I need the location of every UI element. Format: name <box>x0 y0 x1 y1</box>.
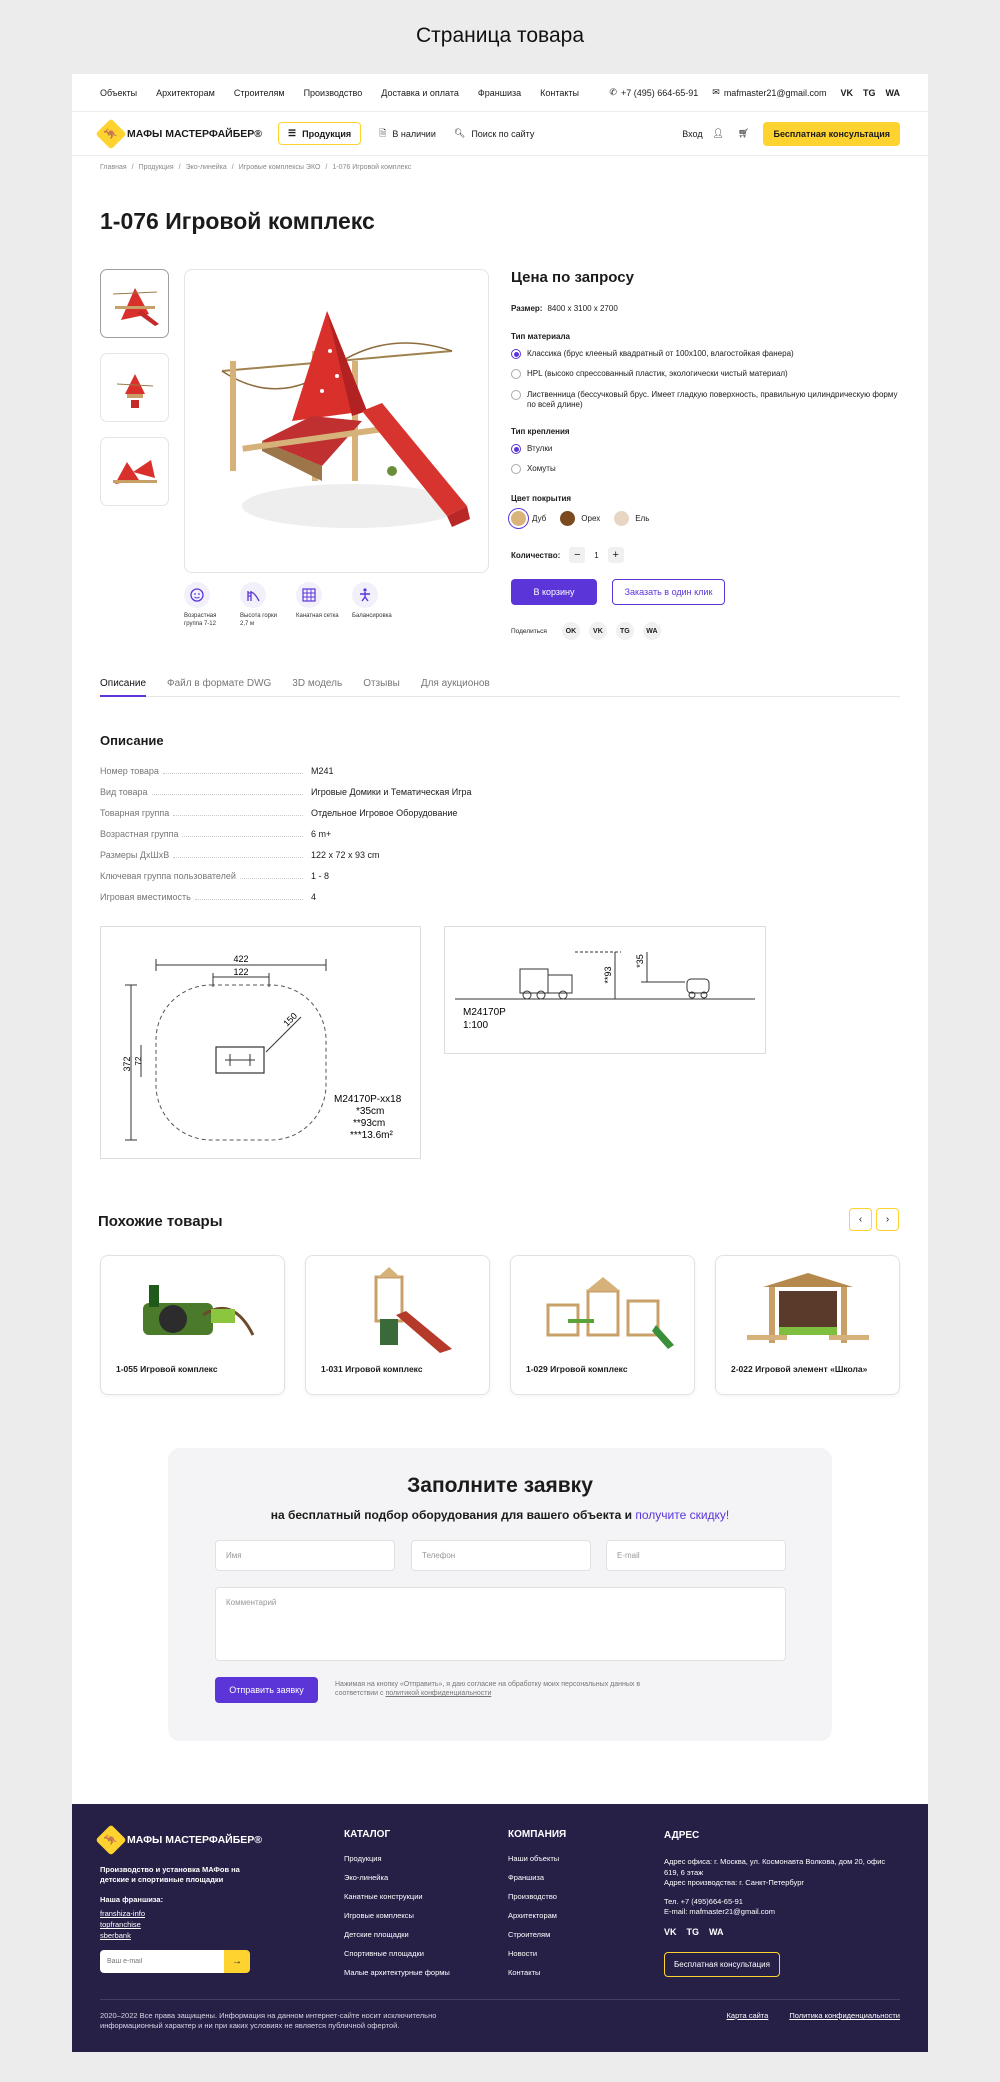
radio-selected[interactable] <box>511 349 521 359</box>
tab-3d-model[interactable]: 3D модель <box>292 678 343 689</box>
footer <box>72 1804 928 2052</box>
elevation-h1: **93 <box>603 966 613 984</box>
product-price: Цена по запросу <box>511 269 634 286</box>
feature-age <box>184 582 228 628</box>
material-group <box>511 332 901 421</box>
top-nav-builders[interactable]: Строителям <box>233 87 285 98</box>
tab-auctions[interactable]: Для аукционов <box>420 678 490 689</box>
material-label: Тип материала <box>511 332 570 341</box>
color-swatches <box>511 511 649 526</box>
copyright: 2020–2022 Все права защищены. Информация на данном интернет-сайте носит исключительно информационный характер и ни при каких условиях не является публичной офертой. <box>100 2011 437 2031</box>
dim-radius: 150 <box>281 1010 300 1029</box>
form-title: Заполните заявку <box>407 1474 593 1497</box>
spec-value: 6 m+ <box>311 828 332 839</box>
feature-slide-text: Высота горки 2,7 м <box>240 613 277 627</box>
vk-icon[interactable]: VK <box>664 1926 677 1937</box>
playground-complex-image <box>202 291 472 551</box>
catalog-link[interactable]: Игровые комплексы <box>344 1911 414 1920</box>
logo[interactable] <box>100 123 262 145</box>
material-option-classic[interactable] <box>511 349 901 359</box>
user-icon: 👤︎ <box>712 128 725 138</box>
whatsapp-icon[interactable]: WA <box>709 1926 724 1937</box>
drawing-line3: ***13.6m² <box>350 1130 393 1141</box>
crumb-eco-complexes[interactable]: Игровые комплексы ЭКО <box>238 164 321 171</box>
vk-icon[interactable]: VK <box>589 622 607 640</box>
product-main-image <box>184 269 489 573</box>
menu-icon: ☰ <box>288 128 297 138</box>
top-nav-objects[interactable]: Объекты <box>100 87 138 98</box>
free-consultation-button[interactable]: Бесплатная консультация <box>763 122 900 146</box>
color-label: Цвет покрытия <box>511 494 572 503</box>
color-group <box>511 494 649 526</box>
radio[interactable] <box>511 390 521 400</box>
child-face-icon <box>184 582 210 608</box>
office-address: Адрес офиса: г. Москва, ул. Космонавта Волкова, дом 20, офис 619, 6 этаж <box>664 1857 886 1877</box>
feature-balance-text: Балансировка <box>352 613 392 619</box>
material-hpl-text: HPL (высоко спрессованный пластик, экологически чистый материал) <box>527 369 788 379</box>
tab-dwg[interactable]: Файл в формате DWG <box>167 678 272 689</box>
dim-inner: 122 <box>233 967 249 977</box>
similar-product-card[interactable] <box>510 1255 695 1395</box>
telegram-icon[interactable]: TG <box>686 1926 700 1937</box>
company-link[interactable]: Производство <box>508 1892 557 1901</box>
balance-icon <box>352 582 378 608</box>
quantity-plus-button[interactable]: + <box>608 547 624 563</box>
mount-group <box>511 427 901 485</box>
elevation-scale: 1:100 <box>463 1020 489 1031</box>
share-block <box>511 622 661 640</box>
size-value: 8400 x 3100 x 2700 <box>547 304 618 313</box>
cart-icon[interactable]: 🛒︎ <box>738 128 750 138</box>
carousel-prev-button[interactable]: ‹ <box>849 1208 872 1231</box>
product-title: 1-076 Игровой комплекс <box>100 208 375 234</box>
spec-key: Игровая вместимость <box>100 891 191 902</box>
feature-slide <box>240 582 284 628</box>
elevation-code: M24170P <box>463 1007 506 1018</box>
color-swatch <box>560 511 575 526</box>
color-walnut-label: Орех <box>581 514 601 523</box>
search-label: Поиск по сайту <box>471 128 535 139</box>
main-header <box>72 112 928 156</box>
company-link[interactable]: Франшиза <box>508 1873 545 1882</box>
footer-company <box>508 1829 566 1987</box>
footer-socials <box>664 1926 889 1939</box>
name-input[interactable] <box>215 1540 395 1571</box>
spec-key: Товарная группа <box>100 807 170 818</box>
mount-label: Тип крепления <box>511 427 570 436</box>
add-to-cart-button[interactable]: В корзину <box>511 579 597 605</box>
product-card-image <box>716 1256 899 1364</box>
footer-consultation-button[interactable]: Бесплатная консультация <box>664 1952 780 1977</box>
color-swatch <box>511 511 526 526</box>
products-menu-button[interactable] <box>278 122 361 145</box>
carousel-controls <box>849 1208 899 1231</box>
similar-product-card[interactable] <box>100 1255 285 1395</box>
spec-row <box>100 760 500 781</box>
drawing-line1: *35cm <box>356 1106 385 1117</box>
footer-catalog <box>344 1829 450 1987</box>
mount-bushings-text: Втулки <box>527 444 553 453</box>
material-option-hpl[interactable] <box>511 369 901 379</box>
description-title: Описание <box>100 733 164 748</box>
product-thumbnail-1[interactable] <box>100 269 169 338</box>
elevation-h2: *35 <box>635 954 645 968</box>
privacy-policy-link[interactable]: политикой конфиденциальности <box>385 1690 492 1698</box>
in-stock-label: В наличии <box>392 128 436 139</box>
one-click-order-button[interactable]: Заказать в один клик <box>612 579 725 605</box>
spec-key: Номер товара <box>100 765 159 776</box>
production-address: Адрес производства: г. Санкт-Петербург <box>664 1878 805 1887</box>
dim-left: 372 <box>122 1056 132 1072</box>
breadcrumb <box>100 164 411 171</box>
drawing-line2: **93cm <box>353 1118 386 1129</box>
products-menu-label: Продукция <box>302 128 352 139</box>
spec-value: Игровые Домики и Тематическая Игра <box>311 786 472 797</box>
franchise-link-3[interactable]: sberbank <box>100 1931 131 1940</box>
top-phone: +7 (495) 664-65-91 <box>620 87 699 98</box>
crumb-separator: / <box>131 164 134 171</box>
top-nav-delivery[interactable]: Доставка и оплата <box>381 87 459 98</box>
vk-icon[interactable]: VK <box>840 87 853 98</box>
elevation-drawing <box>444 926 766 1054</box>
radio[interactable] <box>511 464 521 474</box>
product-features <box>184 582 396 628</box>
spec-value: 122 x 72 x 93 cm <box>311 849 380 860</box>
product-card-name: 1-031 Игровой комплекс <box>321 1364 423 1374</box>
product-page <box>72 74 928 2052</box>
top-nav-architects[interactable]: Архитекторам <box>156 87 215 98</box>
crumb-products[interactable]: Продукция <box>138 164 174 171</box>
footer-email[interactable]: E-mail: mafmaster21@gmail.com <box>664 1907 775 1916</box>
playground-thumb-image <box>107 448 163 496</box>
color-swatch <box>614 511 629 526</box>
mount-option-bushings[interactable] <box>511 444 901 454</box>
spec-key: Вид товара <box>100 786 148 797</box>
top-email: mafmaster21@gmail.com <box>723 87 827 98</box>
company-title: КОМПАНИЯ <box>508 1829 567 1840</box>
footer-logo-text: МАФЫ МАСТЕРФАЙБЕР® <box>127 1834 263 1846</box>
color-oak[interactable] <box>511 511 546 526</box>
top-contacts <box>609 87 900 98</box>
spec-row <box>100 844 500 865</box>
product-size <box>511 304 618 313</box>
quantity-stepper <box>511 547 624 563</box>
subscribe-email-input[interactable] <box>100 1950 224 1973</box>
footer-divider <box>100 1999 900 2000</box>
spec-key: Размеры ДхШхВ <box>100 849 170 860</box>
catalog-title: КАТАЛОГ <box>344 1829 391 1840</box>
catalog-link[interactable]: Эко-линейка <box>344 1873 389 1882</box>
radio[interactable] <box>511 369 521 379</box>
crumb-eco-line[interactable]: Эко-линейка <box>185 164 227 171</box>
playground-thumb-image <box>107 364 163 412</box>
crumb-current: 1-076 Игровой комплекс <box>332 164 412 171</box>
header-right <box>682 122 900 146</box>
sitemap-link[interactable]: Карта сайта <box>726 2011 769 2020</box>
spec-table <box>100 760 500 907</box>
crumb-separator: / <box>325 164 328 171</box>
product-thumbnail-2[interactable] <box>100 353 169 422</box>
spec-row <box>100 823 500 844</box>
login-link[interactable] <box>682 128 724 139</box>
form-subtitle <box>168 1508 832 1522</box>
in-stock-link[interactable] <box>379 126 436 142</box>
company-link[interactable]: Наши объекты <box>508 1854 560 1863</box>
tab-reviews[interactable]: Отзывы <box>363 678 400 689</box>
product-card-image <box>101 1256 284 1364</box>
catalog-link[interactable]: Продукция <box>344 1854 382 1863</box>
crumb-home[interactable]: Главная <box>100 164 127 171</box>
product-card-name: 2-022 Игровой элемент «Школа» <box>731 1364 868 1374</box>
footer-legal-links <box>727 2011 900 2020</box>
comment-textarea[interactable] <box>215 1587 786 1661</box>
dim-side: 72 <box>134 1056 143 1066</box>
product-tabs <box>100 678 900 697</box>
color-spruce[interactable] <box>614 511 649 526</box>
material-option-larch[interactable] <box>511 390 901 411</box>
document-icon: 🗎 <box>379 127 387 138</box>
address-title: АДРЕС <box>664 1830 700 1841</box>
spec-value: Отдельное Игровое Оборудование <box>311 807 458 818</box>
quantity-value[interactable]: 1 <box>594 550 599 560</box>
product-card-name: 1-029 Игровой комплекс <box>526 1364 628 1374</box>
mount-option-clamps[interactable] <box>511 464 901 474</box>
product-thumbnail-3[interactable] <box>100 437 169 506</box>
footer-logo[interactable] <box>100 1829 270 1851</box>
radio-selected[interactable] <box>511 444 521 454</box>
rope-net-icon <box>296 582 322 608</box>
search-link[interactable] <box>454 128 535 139</box>
request-form <box>168 1448 832 1741</box>
page-heading: Страница товара <box>415 24 585 47</box>
mount-clamps-text: Хомуты <box>527 464 556 474</box>
tab-description[interactable]: Описание <box>100 678 146 697</box>
top-nav-production[interactable]: Производство <box>303 87 363 98</box>
spec-row <box>100 886 500 907</box>
franchise-link-2[interactable]: topfranchise <box>100 1920 141 1930</box>
consent-text <box>335 1680 665 1698</box>
share-label: Поделиться <box>511 627 547 635</box>
logo-text: МАФЫ МАСТЕРФАЙБЕР® <box>127 127 263 140</box>
footer-tagline: Производство и установка МАФов на детские и спортивные площадки <box>100 1865 240 1885</box>
color-walnut[interactable] <box>560 511 600 526</box>
catalog-link[interactable]: Детские площадки <box>344 1930 409 1939</box>
product-card-image <box>306 1256 489 1364</box>
whatsapp-icon[interactable]: WA <box>643 622 661 640</box>
login-label: Вход <box>682 128 703 139</box>
kangaroo-logo-icon: 🦘 <box>95 1824 126 1855</box>
catalog-link[interactable]: Малые архитектурные формы <box>344 1968 450 1977</box>
slide-icon <box>240 582 266 608</box>
crumb-separator: / <box>231 164 234 171</box>
email-input[interactable] <box>606 1540 786 1571</box>
top-email-link[interactable] <box>712 87 826 98</box>
top-bar <box>72 74 928 112</box>
crumb-separator: / <box>178 164 181 171</box>
phone-icon: ✆ <box>609 87 617 97</box>
phone-input[interactable] <box>411 1540 591 1571</box>
odnoklassniki-icon[interactable]: OK <box>562 622 580 640</box>
mail-icon: ✉ <box>712 87 720 97</box>
form-subtitle-text: на бесплатный подбор оборудования для вашего объекта и <box>270 1508 632 1522</box>
color-oak-label: Дуб <box>532 514 547 523</box>
catalog-link[interactable]: Канатные конструкции <box>344 1892 423 1901</box>
search-icon: 🔍︎ <box>453 128 466 138</box>
feature-net <box>296 582 340 628</box>
footer-brand <box>100 1829 270 1961</box>
spec-key: Ключевая группа пользователей <box>100 870 236 881</box>
franchise-link-1[interactable]: franshiza-info <box>100 1909 146 1919</box>
similar-product-card[interactable] <box>305 1255 490 1395</box>
size-label: Размер: <box>511 304 543 313</box>
spec-value: 4 <box>311 891 317 902</box>
top-nav-franchise[interactable]: Франшиза <box>477 87 522 98</box>
franchise-label: Наша франшиза: <box>100 1895 164 1905</box>
whatsapp-icon[interactable]: WA <box>885 87 900 98</box>
feature-age-text: Возрастная группа 7-12 <box>184 613 217 627</box>
spec-key: Возрастная группа <box>100 828 179 839</box>
footer-address <box>664 1829 889 1977</box>
top-nav <box>100 88 579 98</box>
privacy-link[interactable]: Политика конфиденциальности <box>789 2011 900 2020</box>
quantity-label: Количество: <box>511 550 561 560</box>
similar-title: Похожие товары <box>98 1213 223 1230</box>
telegram-icon[interactable]: TG <box>616 622 634 640</box>
top-nav-contacts[interactable]: Контакты <box>540 87 579 98</box>
top-socials <box>840 88 900 98</box>
spec-row <box>100 802 500 823</box>
dim-top: 422 <box>233 954 249 964</box>
company-link[interactable]: Новости <box>508 1949 538 1958</box>
top-phone-link[interactable] <box>609 87 698 98</box>
drawing-code: M24170P-xx18 <box>334 1094 402 1105</box>
product-card-image <box>511 1256 694 1364</box>
consent-text-body: Нажимая на кнопку «Отправить», я даю согласие на обработку моих персональных данных в соответствии с <box>335 1681 641 1698</box>
spec-row <box>100 781 500 802</box>
company-link[interactable]: Строителям <box>508 1930 551 1939</box>
product-card-name: 1-055 Игровой комплекс <box>116 1364 218 1374</box>
spec-value: 1 - 8 <box>311 870 330 881</box>
material-classic-text: Классика (брус клееный квадратный от 100х100, влагостойкая фанера) <box>527 349 794 358</box>
subscribe-submit-button[interactable]: → <box>224 1950 250 1973</box>
footer-phone[interactable]: Тел. +7 (495)664-65-91 <box>664 1896 743 1906</box>
kangaroo-logo-icon: 🦘 <box>95 118 126 149</box>
spec-value: M241 <box>311 765 334 776</box>
material-larch-text: Лиственница (бессучковый брус. Имеет гладкую поверхность, правильную цилиндрическую форму по всей длине) <box>527 389 898 410</box>
discount-link[interactable]: получите скидку! <box>635 1508 730 1522</box>
submit-request-button[interactable]: Отправить заявку <box>215 1677 318 1703</box>
quantity-minus-button[interactable]: − <box>569 547 585 563</box>
company-link[interactable]: Архитекторам <box>508 1911 557 1920</box>
feature-balance <box>352 582 396 628</box>
catalog-link[interactable]: Спортивные площадки <box>344 1949 424 1958</box>
feature-net-text: Канатная сетка <box>296 613 339 619</box>
carousel-next-button[interactable]: › <box>876 1208 899 1231</box>
subscribe-form <box>100 1950 250 1973</box>
plan-drawing <box>100 926 421 1159</box>
playground-thumb-image <box>107 280 163 328</box>
telegram-icon[interactable]: TG <box>863 87 876 98</box>
spec-row <box>100 865 500 886</box>
color-spruce-label: Ель <box>635 514 650 523</box>
company-link[interactable]: Контакты <box>508 1968 541 1977</box>
similar-product-card[interactable] <box>715 1255 900 1395</box>
